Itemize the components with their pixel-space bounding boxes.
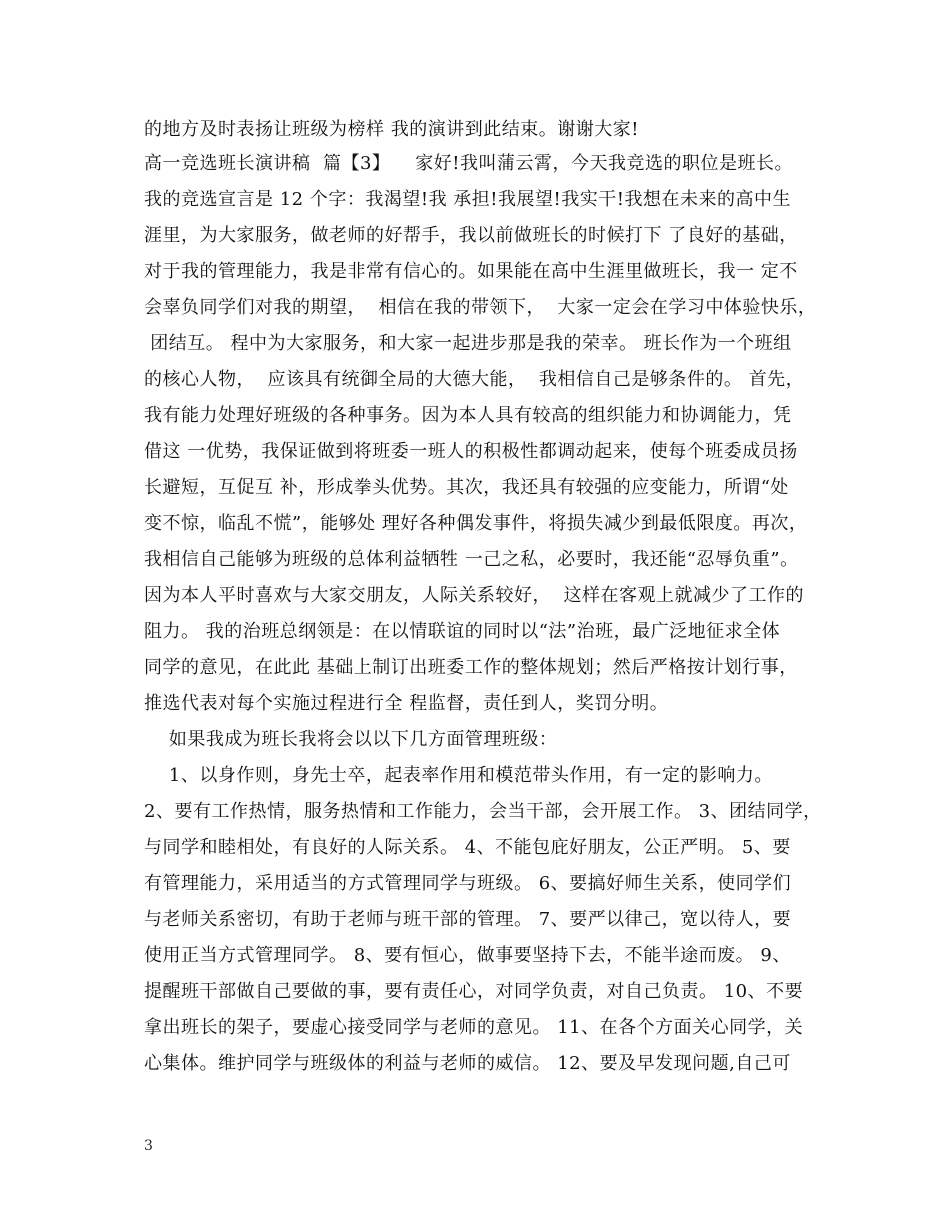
text-line: 与老师关系密切，有助于老师与班干部的管理。 7、要严以律己，宽以待人，要 <box>144 909 792 930</box>
text-line: 推选代表对每个实施过程进行全 程监督，责任到人，奖罚分明。 <box>144 693 669 714</box>
text-line: 同学的意见，在此此 基础上制订出班委工作的整体规划；然后严格按计划行事， <box>144 657 798 678</box>
text-line: 涯里，为大家服务，做老师的好帮手，我以前做班长的时候打下 了良好的基础， <box>144 225 798 246</box>
text-line: 1、以身作则，身先士卒，起表率作用和模范带头作用，有一定的影响力。 <box>144 765 773 786</box>
text-line: 2、要有工作热情，服务热情和工作能力，会当干部，会开展工作。 3、团结同学， <box>144 801 822 822</box>
text-line: 因为本人平时喜欢与大家交朋友，人际关系较好， 这样在客观上就减少了工作的 <box>144 585 804 606</box>
text-line: 有管理能力，采用适当的方式管理同学与班级。 6、要搞好师生关系，使同学们 <box>144 873 792 894</box>
text-line: 提醒班干部做自己要做的事，要有责任心，对同学负责，对自己负责。 10、不要 <box>144 981 804 1002</box>
text-line: 变不惊，临乱不慌”，能够处 理好各种偶发事件，将损失减少到最低限度。再次， <box>144 513 808 534</box>
text-line: 阻力。 我的治班总纲领是：在以情联谊的同时以“法”治班，最广泛地征求全体 <box>144 621 781 642</box>
text-line: 我有能力处理好班级的各种事务。因为本人具有较高的组织能力和协调能力，凭 <box>144 405 792 426</box>
text-line: 会辜负同学们对我的期望， 相信在我的带领下， 大家一定会在学习中体验快乐， <box>144 297 817 318</box>
text-line: 高一竞选班长演讲稿 篇【3】 家好!我叫蒲云霄，今天我竞选的职位是班长。 <box>144 153 794 174</box>
text-line: 团结互。 程中为大家服务，和大家一起进步那是我的荣幸。 班长作为一个班组 <box>144 333 792 354</box>
text-line: 我相信自己能够为班级的总体利益牺牲 一己之私，必要时，我还能“忍辱负重”。 <box>144 549 799 570</box>
text-line: 我的竞选宣言是 12 个字：我渴望!我 承担!我展望!我实干!我想在未来的高中生 <box>144 189 791 210</box>
text-line: 长避短，互促互 补，形成拳头优势。其次，我还具有较强的应变能力，所谓“处 <box>144 477 789 498</box>
text-line: 的核心人物， 应该具有统御全局的大德大能， 我相信自己是够条件的。 首先， <box>144 369 805 390</box>
text-line: 心集体。维护同学与班级体的利益与老师的威信。 12、要及早发现问题,自己可 <box>144 1053 791 1074</box>
text-line: 拿出班长的架子，要虚心接受同学与老师的意见。 11、在各个方面关心同学，关 <box>144 1017 804 1038</box>
text-line: 借这 一优势，我保证做到将班委一班人的积极性都调动起来，使每个班委成员扬 <box>144 441 798 462</box>
text-line: 如果我成为班长我将会以以下几方面管理班级： <box>144 729 558 750</box>
page-number: 3 <box>144 1138 153 1154</box>
text-line: 与同学和睦相处，有良好的人际关系。 4、不能包庇好朋友，公正严明。 5、要 <box>144 837 791 858</box>
text-line: 的地方及时表扬让班级为榜样 我的演讲到此结束。谢谢大家! <box>144 119 639 140</box>
text-line: 使用正当方式管理同学。 8、要有恒心，做事要坚持下去，不能半途而废。 9、 <box>144 945 791 966</box>
text-line: 对于我的管理能力，我是非常有信心的。如果能在高中生涯里做班长，我一 定不 <box>144 261 798 282</box>
